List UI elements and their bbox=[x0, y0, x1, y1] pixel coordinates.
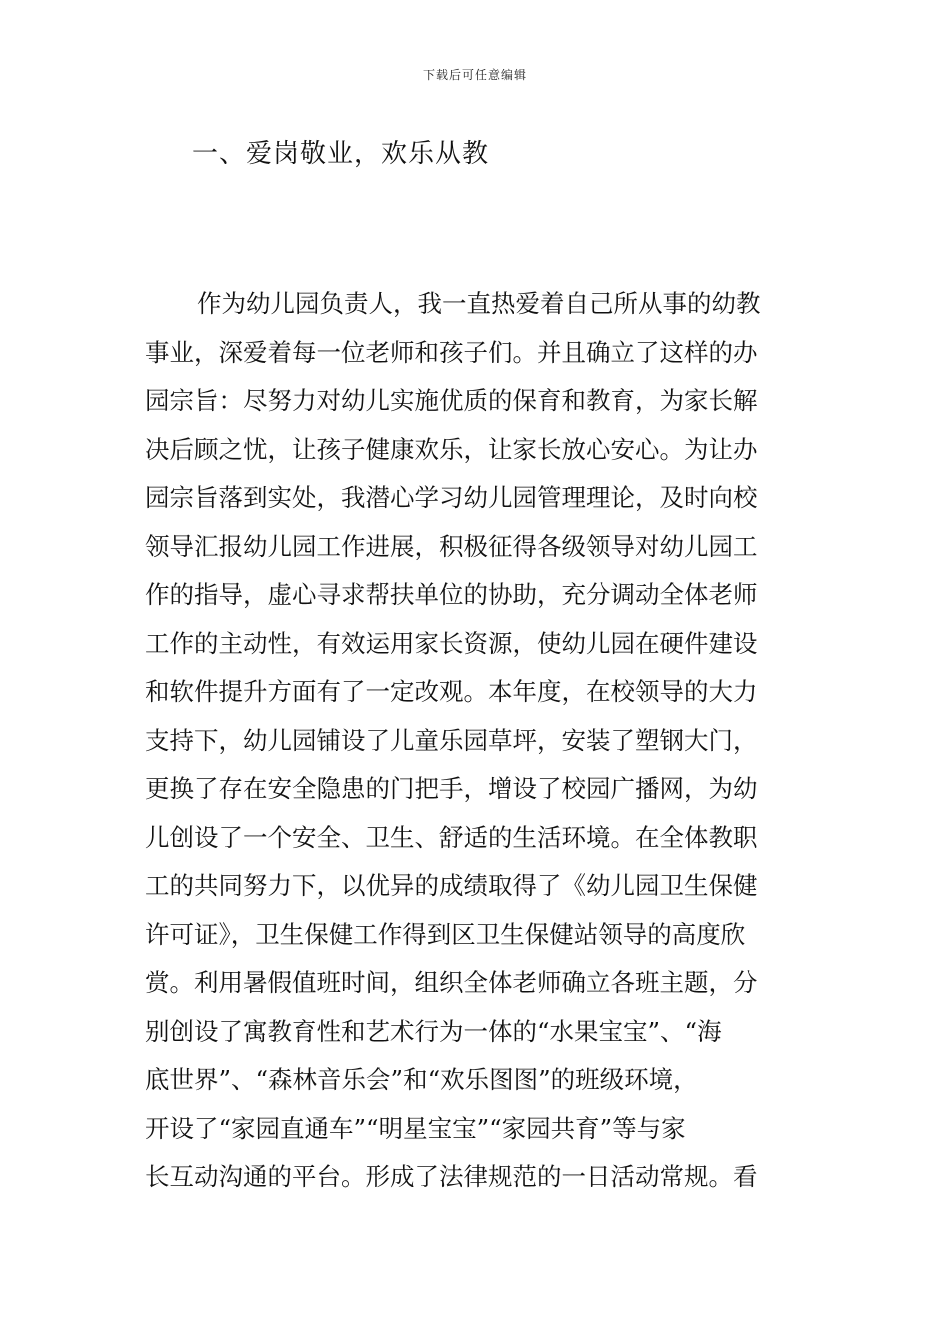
paragraph-line: 和软件提升方面有了一定改观。本年度，在校领导的大力 bbox=[145, 677, 758, 706]
paragraph-line: 工的共同努力下，以优异的成绩取得了《幼儿园卫生保健 bbox=[145, 871, 758, 900]
paragraph-line: 园宗旨落到实处，我潜心学习幼儿园管理理论，及时向校 bbox=[145, 483, 758, 512]
paragraph-line: 决后顾之忧，让孩子健康欢乐，让家长放心安心。为让办 bbox=[145, 434, 758, 464]
paragraph-line: 底世界”、“森林音乐会”和“欢乐图图”的班级环境， bbox=[145, 1065, 698, 1094]
paragraph-line: 开设了“家园直通车”“明星宝宝”“家园共育”等与家 bbox=[145, 1113, 686, 1143]
paragraph-line: 作为幼儿园负责人，我一直热爱着自己所从事的幼教 bbox=[197, 289, 761, 318]
paragraph-line: 儿创设了一个安全、卫生、舒适的生活环境。在全体教职 bbox=[145, 822, 758, 852]
section-heading: 一、爱岗敬业，欢乐从教 bbox=[192, 139, 490, 169]
page-header-note: 下载后可任意编辑 bbox=[422, 68, 527, 82]
paragraph-line: 许可证》，卫生保健工作得到区卫生保健站领导的高度欣 bbox=[145, 919, 746, 949]
paragraph-line: 事业，深爱着每一位老师和孩子们。并且确立了这样的办 bbox=[145, 337, 758, 367]
paragraph-line: 别创设了寓教育性和艺术行为一体的“水果宝宝”、“海 bbox=[145, 1016, 722, 1046]
body-paragraph bbox=[145, 280, 810, 1202]
paragraph-line: 园宗旨：尽努力对幼儿实施优质的保育和教育，为家长解 bbox=[145, 386, 758, 415]
paragraph-line: 赏。利用暑假值班时间，组织全体老师确立各班主题，分 bbox=[145, 968, 758, 997]
paragraph-line: 长互动沟通的平台。形成了法律规范的一日活动常规。看 bbox=[145, 1162, 758, 1191]
paragraph-line: 工作的主动性，有效运用家长资源，使幼儿园在硬件建设 bbox=[145, 628, 758, 658]
paragraph-line: 作的指导，虚心寻求帮扶单位的协助，充分调动全体老师 bbox=[145, 580, 758, 609]
paragraph-line: 领导汇报幼儿园工作进展，积极征得各级领导对幼儿园工 bbox=[145, 531, 758, 561]
paragraph-line: 更换了存在安全隐患的门把手，增设了校园广播网，为幼 bbox=[145, 774, 758, 803]
paragraph-line: 支持下，幼儿园铺设了儿童乐园草坪，安装了塑钢大门， bbox=[145, 725, 758, 755]
